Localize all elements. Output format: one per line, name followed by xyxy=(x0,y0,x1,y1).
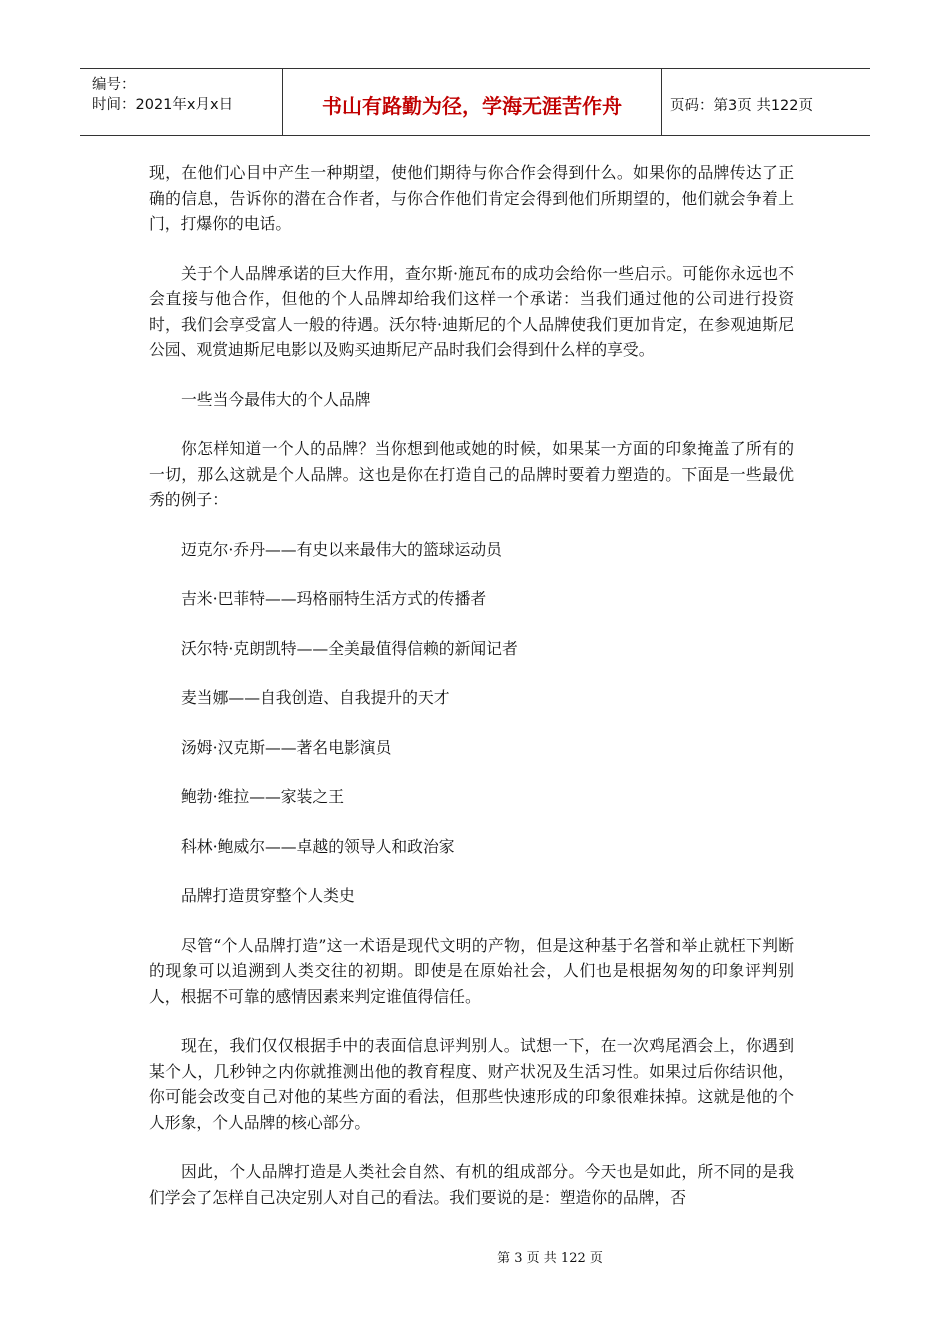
paragraph: 因此，个人品牌打造是人类社会自然、有机的组成部分。今天也是如此，所不同的是我们学会了怎样自己决定别人对自己的看法。我们要说的是：塑造你的品牌，否 xyxy=(149,1162,794,1207)
document-number-label: 编号： xyxy=(92,77,136,93)
document-body xyxy=(149,160,794,1234)
paragraph: 现在，我们仅仅根据手中的表面信息评判别人。试想一下，在一次鸡尾酒会上，你遇到某个人，几秒钟之内你就推测出他的教育程度、财产状况及生活习性。如果过后你结识他，你可能会改变自己对他的某些方面的看法，但那些快速形成的印象很难抹掉。这就是他的个人形象，个人品牌的核心部分。 xyxy=(149,1036,794,1132)
header-meta xyxy=(80,69,282,135)
document-date: 时间：2021年x月x日 xyxy=(92,97,234,113)
paragraph: 尽管“个人品牌打造”这一术语是现代文明的产物，但是这种基于名誉和举止就枉下判断的现象可以追溯到人类交往的初期。即使是在原始社会，人们也是根据匆匆的印象评判别人，根据不可靠的感情因素来判定谁值得信任。 xyxy=(149,935,794,1006)
paragraph: 你怎样知道一个人的品牌？当你想到他或她的时候，如果某一方面的印象掩盖了所有的一切，那么这就是个人品牌。这也是你在打造自己的品牌时要着力塑造的。下面是一些最优秀的例子： xyxy=(149,439,794,509)
list-item: 汤姆·汉克斯——著名电影演员 xyxy=(181,737,392,757)
section-heading: 品牌打造贯穿整个人类史 xyxy=(181,886,355,905)
section-heading: 一些当今最伟大的个人品牌 xyxy=(181,389,371,409)
header-page-code: 页码：第3页 共122页 xyxy=(670,97,814,114)
list-item: 鲍勃·维拉——家装之王 xyxy=(181,787,344,806)
list-item: 迈克尔·乔丹——有史以来最伟大的篮球运动员 xyxy=(181,539,502,559)
list-item: 沃尔特·克朗凯特——全美最值得信赖的新闻记者 xyxy=(181,638,518,658)
list-item: 麦当娜——自我创造、自我提升的天才 xyxy=(181,688,450,707)
header-motto: 书山有路勤为径，学海无涯苦作舟 xyxy=(282,69,662,135)
page-header xyxy=(80,68,870,136)
page-footer: 第 3 页 共 122 页 xyxy=(497,1251,603,1266)
list-item: 吉米·巴菲特——玛格丽特生活方式的传播者 xyxy=(181,589,487,608)
list-item: 科林·鲍威尔——卓越的领导人和政治家 xyxy=(181,836,455,856)
paragraph: 现，在他们心目中产生一种期望，使他们期待与你合作会得到什么。如果你的品牌传达了正确的信息，告诉你的潜在合作者，与你合作他们肯定会得到他们所期望的，他们就会争着上门，打爆你的电话。 xyxy=(149,163,794,233)
paragraph: 关于个人品牌承诺的巨大作用，查尔斯·施瓦布的成功会给你一些启示。可能你永远也不会直接与他合作，但他的个人品牌却给我们这样一个承诺：当我们通过他的公司进行投资时，我们会享受富人一般的待遇。沃尔特·迪斯尼的个人品牌使我们更加肯定，在参观迪斯尼公园、观赏迪斯尼电影以及购买迪斯尼产品时我们会得到什么样的享受。 xyxy=(149,263,794,359)
